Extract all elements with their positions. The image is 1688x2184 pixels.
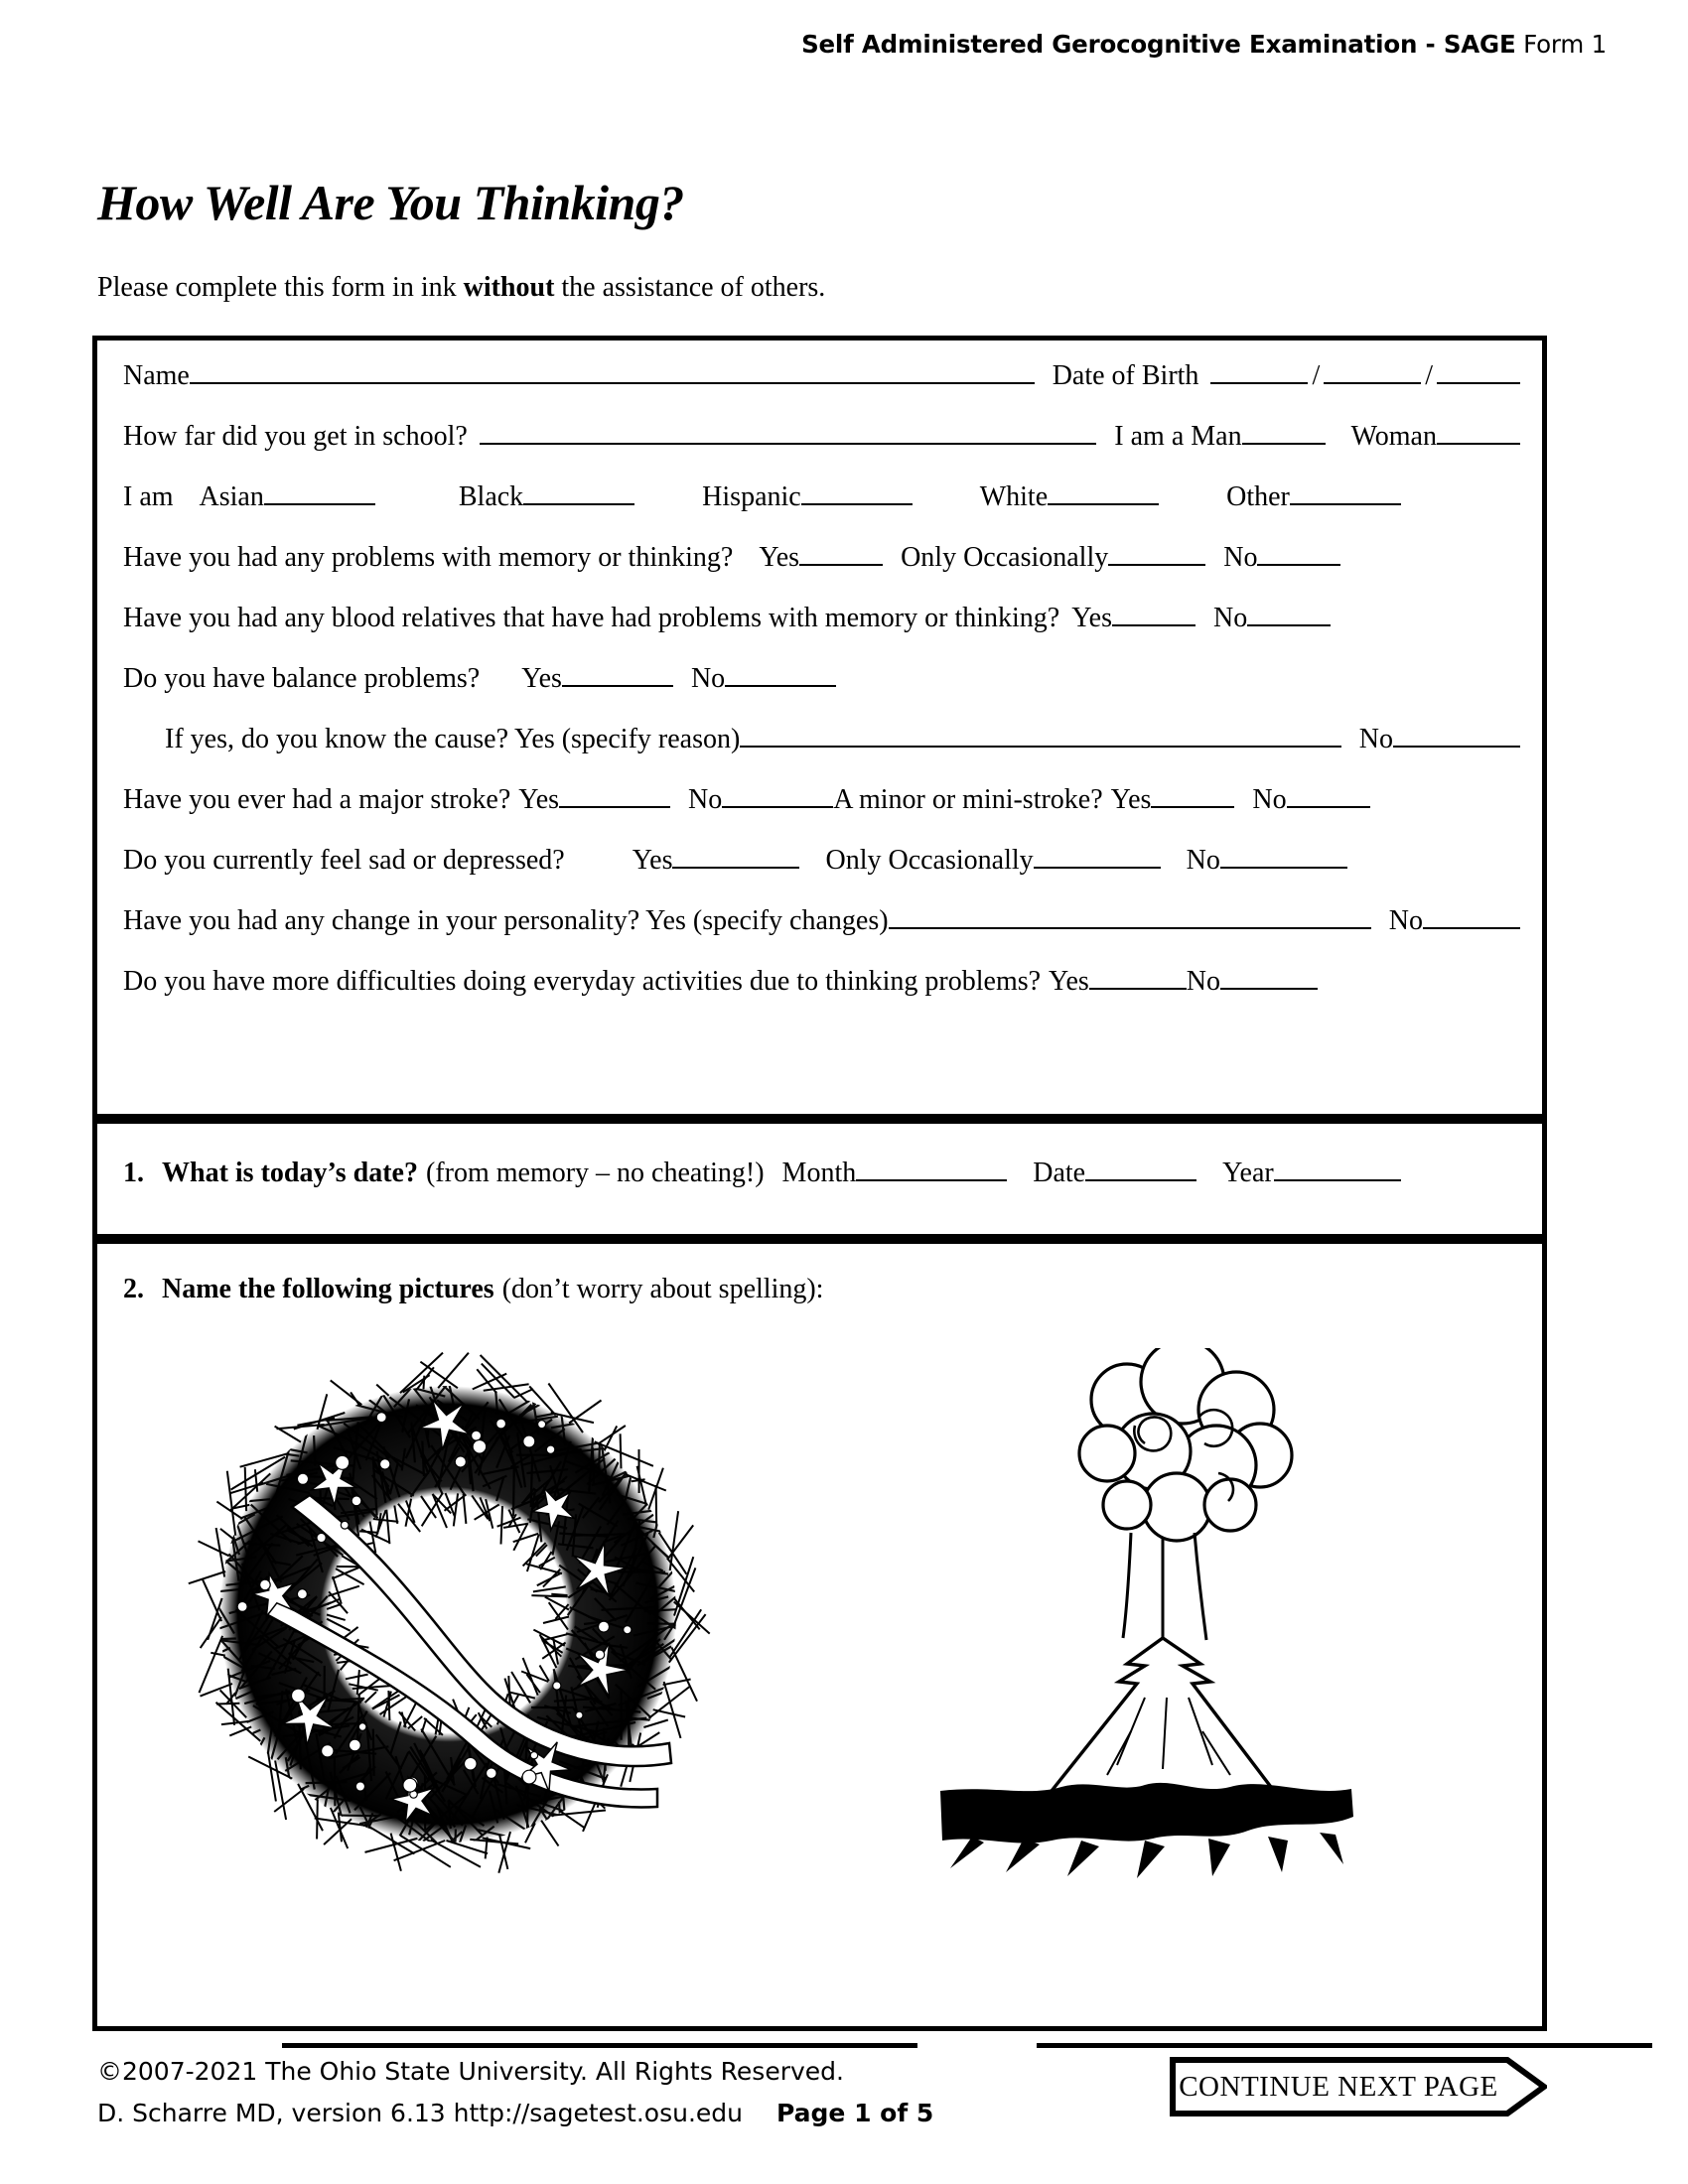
race-prefix-label: I am [123, 481, 174, 512]
education-label: How far did you get in school? [123, 421, 468, 452]
memory-no-label: No [1223, 542, 1258, 573]
row-balance [123, 665, 1520, 726]
instruction-emphasis: without [463, 272, 555, 303]
document-header-normal: Form 1 [1523, 30, 1607, 59]
row-personality [123, 907, 1520, 968]
question-1-date-input[interactable] [1085, 1160, 1196, 1181]
relatives-no-label: No [1212, 603, 1248, 633]
question-1-year-input[interactable] [1274, 1160, 1401, 1181]
ministroke-yes-label: Yes [1110, 784, 1152, 815]
personality-label: Have you had any change in your personality? Yes (specify changes) [123, 905, 889, 936]
daily-activities-no-label: No [1186, 966, 1221, 997]
demographics-rows [123, 362, 1520, 1028]
dob-separator-2: / [1425, 360, 1433, 391]
race-option-other-label: Other [1226, 481, 1290, 512]
ministroke-label: A minor or mini-stroke? [833, 784, 1103, 815]
stroke-label: Have you ever had a major stroke? [123, 784, 511, 815]
demographics-box [92, 336, 1547, 1119]
instruction-after: the assistance of others. [554, 272, 826, 303]
relatives-label: Have you had any blood relatives that have had problems with memory or thinking? [123, 603, 1060, 633]
depressed-occasionally-label: Only Occasionally [825, 845, 1034, 876]
race-option-asian-input[interactable] [264, 484, 375, 505]
question-2-heading [123, 1274, 823, 1305]
question-2-number: 2. [123, 1274, 144, 1304]
row-race [123, 483, 1520, 544]
stroke-no-label: No [688, 784, 723, 815]
daily-activities-label: Do you have more difficulties doing everyday activities due to thinking problems? [123, 966, 1042, 997]
personality-no-label: No [1388, 905, 1423, 936]
balance-no-input[interactable] [725, 666, 836, 687]
balance-cause-input[interactable] [740, 727, 1340, 748]
depressed-occasionally-input[interactable] [1034, 848, 1161, 869]
question-2-pictures [123, 1348, 1520, 1884]
row-memory-problems [123, 544, 1520, 605]
dob-separator-1: / [1312, 360, 1321, 391]
volcano-answer-line[interactable] [1037, 2043, 1652, 2048]
memory-yes-label: Yes [759, 542, 800, 573]
dob-label: Date of Birth [1052, 360, 1199, 391]
instruction-line [97, 272, 825, 304]
ministroke-yes-input[interactable] [1151, 787, 1234, 808]
depressed-no-label: No [1186, 845, 1220, 876]
daily-activities-yes-label: Yes [1049, 966, 1089, 997]
balance-cause-no-label: No [1358, 724, 1393, 754]
wreath-icon [175, 1348, 721, 1884]
stroke-no-input[interactable] [722, 787, 833, 808]
ministroke-no-input[interactable] [1287, 787, 1370, 808]
ministroke-no-label: No [1252, 784, 1287, 815]
question-1-row [123, 1158, 1520, 1189]
page-title: How Well Are You Thinking? [97, 175, 684, 230]
relatives-yes-label: Yes [1071, 603, 1112, 633]
question-1-hint: (from memory – no cheating!) [425, 1158, 765, 1188]
row-daily-activities [123, 968, 1520, 1028]
row-relatives [123, 605, 1520, 665]
memory-yes-input[interactable] [799, 545, 883, 566]
depressed-no-input[interactable] [1220, 848, 1347, 869]
stroke-yes-input[interactable] [559, 787, 670, 808]
daily-activities-no-input[interactable] [1220, 969, 1318, 990]
personality-input[interactable] [889, 908, 1371, 929]
gender-man-input[interactable] [1242, 424, 1326, 445]
balance-yes-label: Yes [521, 663, 562, 694]
question-1-prompt: What is today’s date? [162, 1158, 418, 1188]
question-2-box [92, 1239, 1547, 2031]
memory-problems-label: Have you had any problems with memory or thinking? [123, 542, 734, 573]
question-1-month-input[interactable] [856, 1160, 1007, 1181]
dob-month-input[interactable] [1210, 363, 1308, 384]
footer [97, 2051, 933, 2134]
race-option-white-label: White [979, 481, 1049, 512]
question-2-hint: (don’t worry about spelling): [501, 1274, 824, 1304]
row-education-gender [123, 423, 1520, 483]
row-balance-cause [123, 726, 1520, 786]
personality-no-input[interactable] [1423, 908, 1520, 929]
memory-no-input[interactable] [1257, 545, 1340, 566]
name-input[interactable] [190, 363, 1035, 384]
instruction-before: Please complete this form in ink [97, 272, 464, 303]
memory-occasionally-input[interactable] [1108, 545, 1205, 566]
question-1-box [92, 1119, 1547, 1239]
question-1-month-label: Month [781, 1158, 857, 1188]
wreath-picture [175, 1348, 721, 1884]
race-option-hispanic-input[interactable] [801, 484, 913, 505]
footer-author-version: D. Scharre MD, version 6.13 http://sagetest.osu.edu [97, 2099, 743, 2127]
race-option-hispanic-label: Hispanic [702, 481, 801, 512]
depressed-yes-input[interactable] [672, 848, 799, 869]
volcano-icon [932, 1348, 1359, 1884]
question-2-prompt: Name the following pictures [162, 1274, 494, 1304]
balance-yes-input[interactable] [562, 666, 673, 687]
row-stroke [123, 786, 1520, 847]
question-1-year-label: Year [1222, 1158, 1274, 1188]
question-1-number: 1. [123, 1158, 144, 1188]
memory-occasionally-label: Only Occasionally [901, 542, 1109, 573]
race-option-other-input[interactable] [1290, 484, 1401, 505]
relatives-no-input[interactable] [1247, 606, 1331, 626]
document-header [801, 30, 1607, 59]
footer-copyright: ©2007-2021 The Ohio State University. All Rights Reserved. [97, 2057, 844, 2086]
race-option-asian-label: Asian [199, 481, 264, 512]
dob-year-input[interactable] [1437, 363, 1520, 384]
race-option-black-input[interactable] [523, 484, 634, 505]
education-input[interactable] [480, 424, 1096, 445]
balance-label: Do you have balance problems? [123, 663, 481, 694]
gender-woman-input[interactable] [1437, 424, 1520, 445]
balance-no-label: No [690, 663, 726, 694]
gender-man-label: I am a Man [1114, 421, 1242, 452]
row-name-dob [123, 362, 1520, 423]
volcano-picture [932, 1348, 1359, 1884]
stroke-yes-label: Yes [518, 784, 560, 815]
continue-next-page-label: CONTINUE NEXT PAGE [1179, 2070, 1498, 2103]
depressed-label: Do you currently feel sad or depressed? [123, 845, 565, 876]
gender-woman-label: Woman [1350, 421, 1437, 452]
document-header-bold: Self Administered Gerocognitive Examination - SAGE [801, 30, 1516, 59]
race-option-white-input[interactable] [1048, 484, 1159, 505]
row-depressed [123, 847, 1520, 907]
continue-next-page-banner[interactable] [1170, 2057, 1547, 2116]
footer-page-number: Page 1 of 5 [776, 2099, 934, 2127]
dob-day-input[interactable] [1324, 363, 1421, 384]
depressed-yes-label: Yes [632, 845, 673, 876]
daily-activities-yes-input[interactable] [1089, 969, 1187, 990]
wreath-answer-line[interactable] [282, 2043, 917, 2048]
question-1-date-label: Date [1033, 1158, 1086, 1188]
name-label: Name [123, 360, 190, 391]
race-option-black-label: Black [458, 481, 524, 512]
footer-line-2 [97, 2093, 933, 2134]
relatives-yes-input[interactable] [1112, 606, 1196, 626]
balance-cause-no-input[interactable] [1393, 727, 1520, 748]
balance-cause-label: If yes, do you know the cause? Yes (specify reason) [165, 724, 741, 754]
